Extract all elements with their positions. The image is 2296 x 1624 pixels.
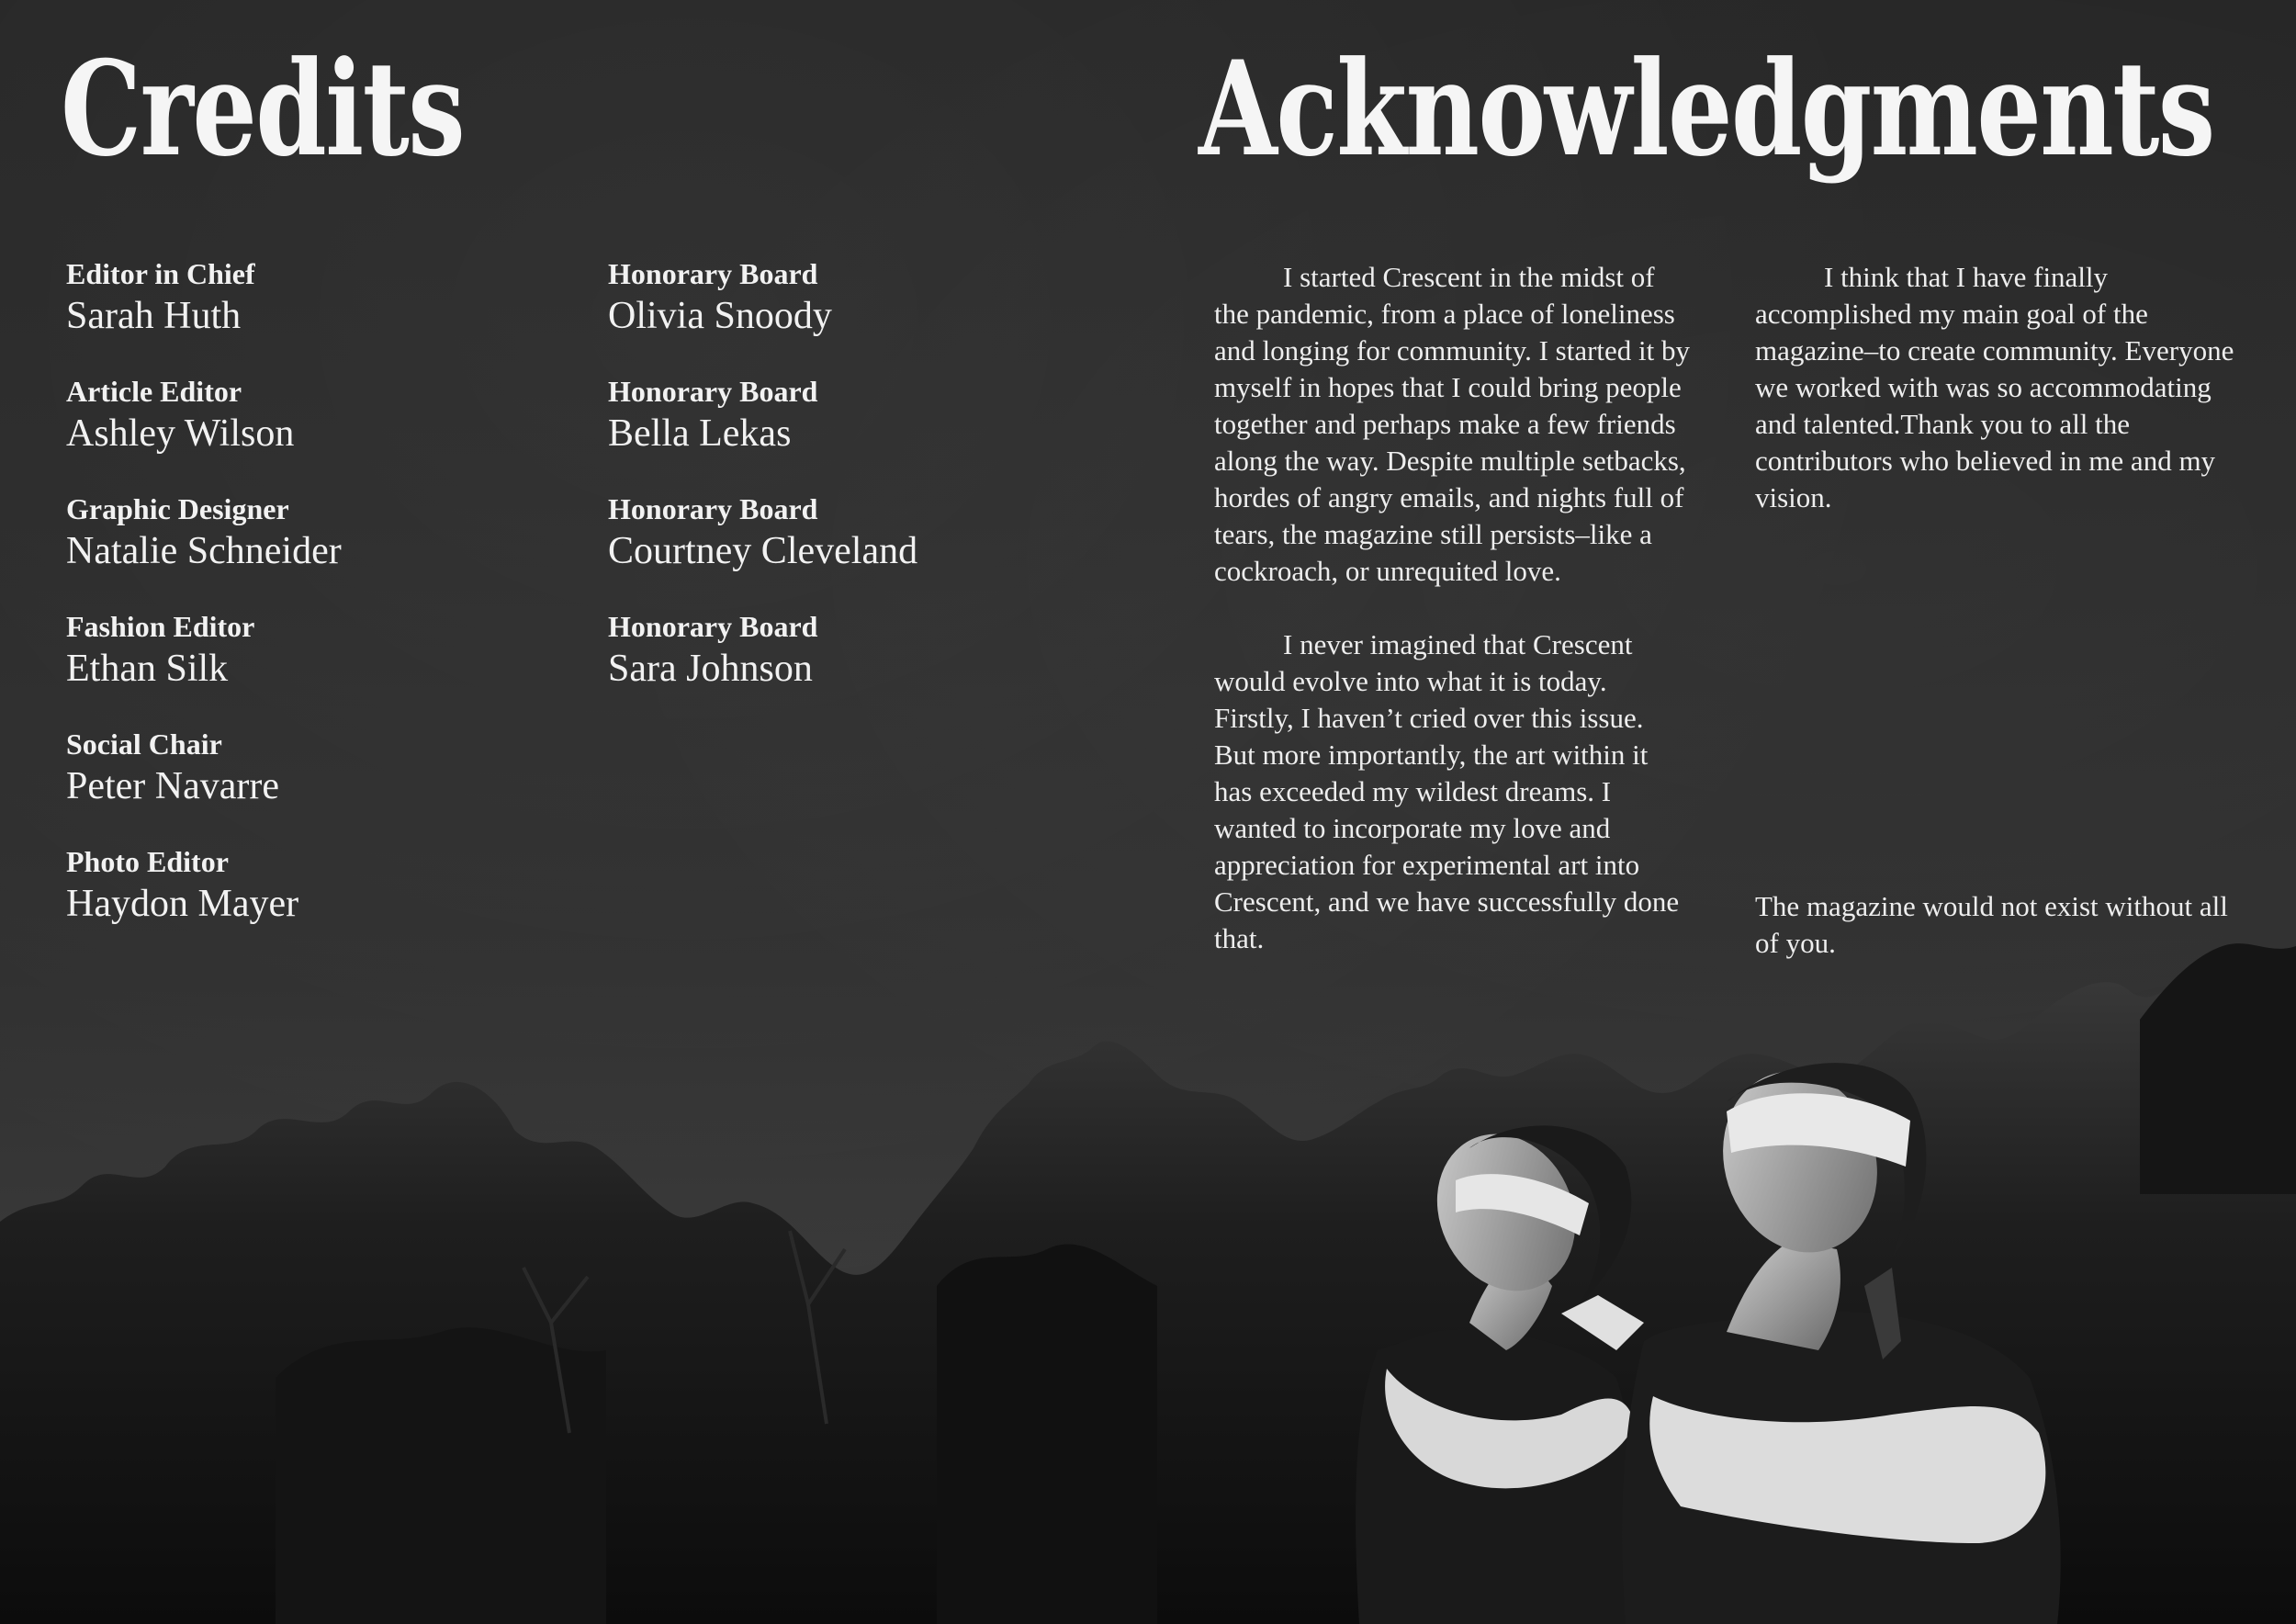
acknowledgments-column-1: [1214, 259, 1692, 957]
credit-entry: [66, 608, 342, 693]
credit-entry: [608, 255, 917, 340]
credit-name: Peter Navarre: [66, 765, 280, 807]
acknowledgments-title: Acknowledgments: [1199, 33, 2214, 186]
credit-role: Honorary Board: [608, 610, 818, 643]
credit-entry: [66, 726, 342, 810]
credit-role: Photo Editor: [66, 845, 229, 878]
credit-entry: [66, 843, 342, 928]
credit-name: Olivia Snoody: [608, 295, 832, 337]
credit-role: Honorary Board: [608, 492, 818, 525]
credit-name: Bella Lekas: [608, 412, 792, 455]
credit-entry: [66, 373, 342, 457]
credit-role: Fashion Editor: [66, 610, 255, 643]
credit-entry: [66, 255, 342, 340]
credit-name: Courtney Cleveland: [608, 530, 918, 572]
credit-entry: [608, 491, 917, 575]
acknowledgment-paragraph: I never imagined that Crescent would evolve into what it is today. Firstly, I haven’t cried over this issue. But more importantly, the art within it has exceeded my wildest dreams. I wanted to incorporate my love and appreciation for experimental art into Crescent, and we have successfully done that.: [1214, 628, 1680, 954]
acknowledgment-closing: The magazine would not exist without all of you.: [1755, 890, 2228, 959]
credit-entry: [608, 373, 917, 457]
credit-entry: [66, 491, 342, 575]
credit-role: Editor in Chief: [66, 257, 255, 290]
credit-role: Graphic Designer: [66, 492, 289, 525]
credit-name: Ashley Wilson: [66, 412, 295, 455]
credit-role: Article Editor: [66, 375, 242, 408]
credit-role: Honorary Board: [608, 257, 818, 290]
credit-entry: [608, 608, 917, 693]
credits-title: Credits: [61, 33, 465, 186]
acknowledgment-paragraph: I started Crescent in the midst of the pandemic, from a place of loneliness and longing for community. I started it by myself in hopes that I could bring people together and perhaps make a few friends along the way. Despite multiple setbacks, hordes of angry emails, and nights full of tears, the magazine still persists–like a cockroach, or unrequited love.: [1214, 261, 1691, 587]
credit-name: Haydon Mayer: [66, 883, 299, 925]
credit-name: Sara Johnson: [608, 648, 813, 690]
credit-name: Ethan Silk: [66, 648, 229, 690]
credit-name: Sarah Huth: [66, 295, 242, 337]
credit-name: Natalie Schneider: [66, 530, 342, 572]
credit-role: Social Chair: [66, 727, 222, 761]
acknowledgment-paragraph: I think that I have finally accomplished my main goal of the magazine–to create community. Everyone we worked with was so accommodating and talented.Thank you to all the contributors who believed in me and my vision.: [1755, 261, 2234, 513]
credits-column-1: [66, 255, 342, 961]
credit-role: Honorary Board: [608, 375, 818, 408]
credits-column-2: [608, 255, 917, 726]
acknowledgments-column-2: [1755, 259, 2242, 959]
